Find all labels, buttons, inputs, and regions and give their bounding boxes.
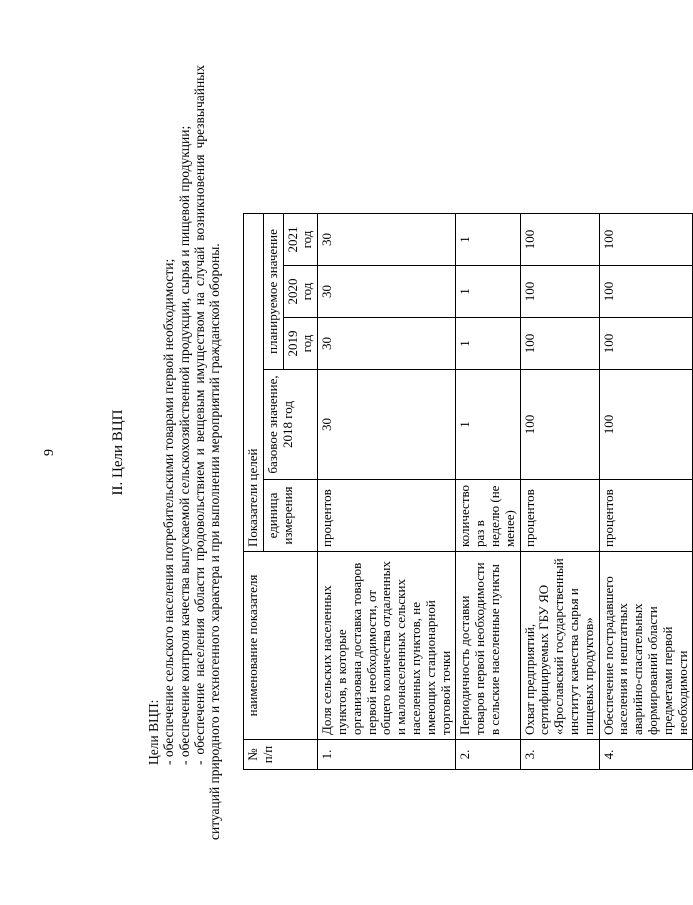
row-2020: 100: [599, 266, 693, 318]
header-group: Показатели целей: [244, 214, 264, 552]
goal-item-2: - обеспечение контроля качества выпускаемой сельскохозяйственной продукции, сырья и пищевой продукции;: [176, 125, 192, 765]
row-num: 4.: [599, 740, 693, 770]
row-num: 1.: [318, 740, 456, 770]
section-title: II. Цели ВЦП: [110, 409, 126, 496]
row-unit: процентов: [520, 480, 599, 552]
table-row: [599, 214, 693, 770]
row-unit: процентов: [599, 480, 693, 552]
row-2020: 30: [318, 266, 456, 318]
header-name: наименование показателя: [244, 552, 318, 740]
header-base: базовое значение, 2018 год: [263, 370, 317, 480]
table-row: [520, 214, 599, 770]
row-2021: 30: [318, 214, 456, 266]
row-2019: 100: [599, 318, 693, 370]
table-row: [318, 214, 456, 770]
row-2020: 100: [520, 266, 599, 318]
row-num: 3.: [520, 740, 599, 770]
row-name: Охват предприятий, сертифицируемых ГБУ ЯО «Ярославский государственный институт качества сырья и пищевых продуктов»: [520, 552, 599, 740]
table-header-row-1: [244, 214, 264, 770]
row-unit: количество раз в неделю (не менее): [456, 480, 520, 552]
header-planned: планируемое значение: [263, 214, 283, 370]
row-name: Периодичность доставки товаров первой необходимости в сельские населенные пункты: [456, 552, 520, 740]
row-base: 1: [456, 370, 520, 480]
row-base: 30: [318, 370, 456, 480]
header-unit: единица измерения: [263, 480, 317, 552]
row-name: Доля сельских населенных пунктов, в которые организована доставка товаров первой необходимости, от общего количества отдаленных и малонаселенных сельских населенных пунктов, не имеющих стационарной торговой точки: [318, 552, 456, 740]
row-base: 100: [599, 370, 693, 480]
goals-heading: Цели ВЦП:: [146, 699, 161, 765]
row-2019: 1: [456, 318, 520, 370]
row-unit: процентов: [318, 480, 456, 552]
header-2019: 2019 год: [283, 318, 318, 370]
goal-item-3: - обеспечение населения области продовольствием и вещевым имуществом на случай возникновения чрезвычайных ситуаций природного и техногенного характера и при выполнении мероприятий гражданской обороны.: [191, 65, 223, 840]
goal-item-1: - обеспечение сельского населения потребительскими товарами первой необходимости;: [161, 258, 177, 765]
table-row: [456, 214, 520, 770]
row-2019: 30: [318, 318, 456, 370]
header-2021: 2021 год: [283, 214, 318, 266]
goals-block: [146, 65, 223, 840]
row-name: Обеспечение пострадавшего населения и нештатных аварийно-спасательных формирований области предметами первой необходимости: [599, 552, 693, 740]
row-2021: 1: [456, 214, 520, 266]
row-2019: 100: [520, 318, 599, 370]
page-number: 9: [42, 449, 57, 456]
row-base: 100: [520, 370, 599, 480]
header-2020: 2020 год: [283, 266, 318, 318]
row-2021: 100: [599, 214, 693, 266]
row-2021: 100: [520, 214, 599, 266]
row-2020: 1: [456, 266, 520, 318]
header-num: № п/п: [244, 740, 318, 770]
indicators-table: [243, 213, 693, 770]
row-num: 2.: [456, 740, 520, 770]
